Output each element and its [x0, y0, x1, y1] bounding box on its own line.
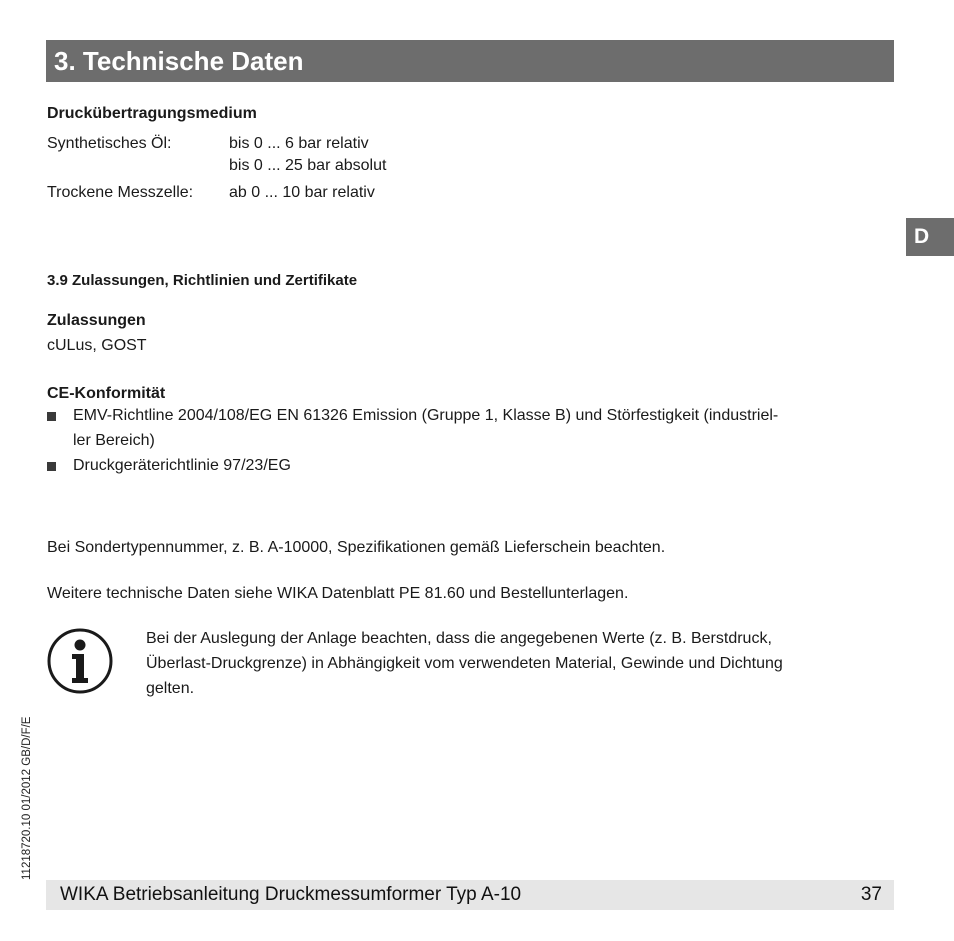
page-number: 37 — [860, 884, 882, 905]
ce-item-1-line-1: EMV-Richtline 2004/108/EG EN 61326 Emission (Gruppe 1, Klasse B) und Störfestigkeit (industriel- — [73, 407, 779, 424]
approvals-heading: Zulassungen — [47, 312, 146, 329]
medium-value-oil-2: bis 0 ... 25 bar absolut — [229, 157, 387, 174]
list-item — [47, 405, 907, 449]
footer-title: WIKA Betriebsanleitung Druckmessumformer Typ A-10 — [60, 884, 522, 905]
footer-bar — [46, 880, 894, 910]
section-3-9-heading: 3.9 Zulassungen, Richtlinien und Zertifikate — [47, 272, 358, 289]
pressure-medium-heading: Druckübertragungsmedium — [47, 105, 257, 122]
info-line-2: Überlast-Druckgrenze) in Abhängigkeit vom verwendeten Material, Gewinde und Dichtung — [146, 655, 783, 672]
ce-item-1-line-2: ler Bereich) — [73, 432, 155, 449]
document-code: 11218720.10 01/2012 GB/D/F/E — [21, 716, 33, 880]
list-item — [47, 455, 647, 477]
medium-label-oil: Synthetisches Öl: — [47, 135, 172, 152]
ce-heading: CE-Konformität — [47, 385, 166, 402]
info-line-1: Bei der Auslegung der Anlage beachten, dass die angegebenen Werte (z. B. Berstdruck, — [146, 630, 772, 647]
medium-label-dry: Trockene Messzelle: — [47, 184, 194, 201]
medium-value-dry-1: ab 0 ... 10 bar relativ — [229, 184, 375, 201]
info-icon — [47, 628, 113, 694]
ce-item-2-text: Druckgeräterichtlinie 97/23/EG — [73, 457, 291, 474]
medium-value-oil-1: bis 0 ... 6 bar relativ — [229, 135, 369, 152]
further-data-note: Weitere technische Daten siehe WIKA Datenblatt PE 81.60 und Bestellunterlagen. — [47, 585, 629, 602]
page-title: 3. Technische Daten — [54, 46, 304, 76]
info-line-3: gelten. — [146, 680, 195, 697]
language-tab[interactable]: D — [906, 218, 954, 256]
bullet-square-icon — [47, 462, 56, 471]
approvals-text: cULus, GOST — [47, 337, 147, 354]
special-type-note: Bei Sondertypennummer, z. B. A-10000, Spezifikationen gemäß Lieferschein beachten. — [47, 539, 666, 556]
section-title-bar — [46, 40, 894, 82]
bullet-square-icon — [47, 412, 56, 421]
